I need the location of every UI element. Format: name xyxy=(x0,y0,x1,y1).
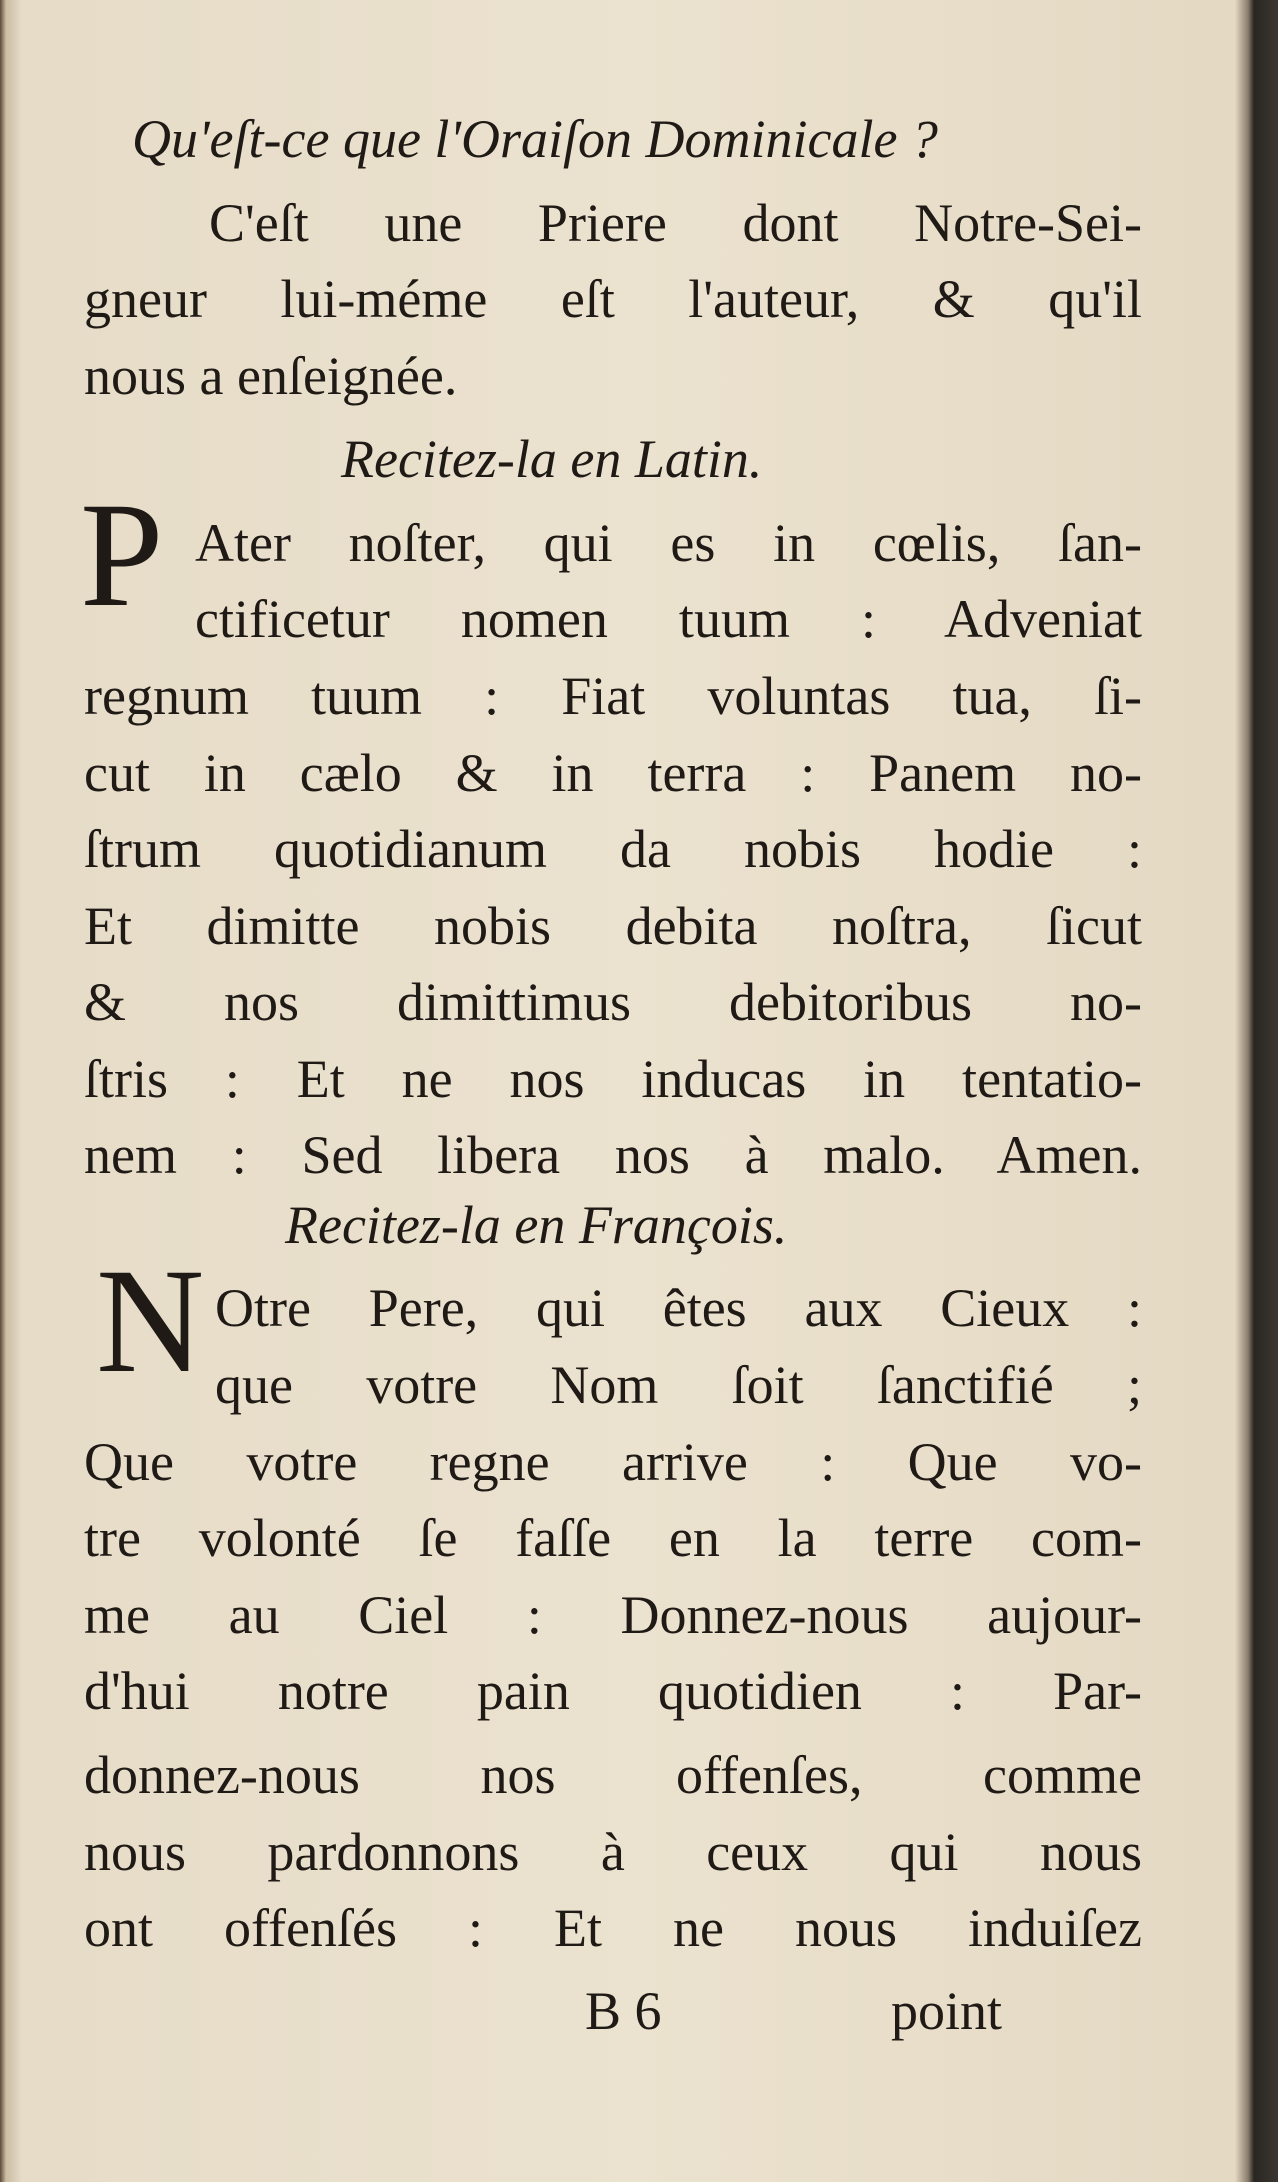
latin-heading: Recitez-la en Latin. xyxy=(341,429,763,489)
latin-line: ſtris : Et ne nos inducas in tentatio- xyxy=(84,1049,1142,1109)
french-line: Otre Pere, qui êtes aux Cieux : xyxy=(215,1278,1142,1338)
latin-line: cut in cælo & in terra : Panem no- xyxy=(84,743,1142,803)
answer-line: nous a enſeignée. xyxy=(84,346,458,406)
latin-line: regnum tuum : Fiat voluntas tua, ſi- xyxy=(84,666,1142,726)
latin-line: nem : Sed libera nos à malo. Amen. xyxy=(84,1125,1142,1185)
latin-line: Ater noſter, qui es in cœlis, ſan- xyxy=(195,513,1142,573)
french-heading: Recitez-la en François. xyxy=(285,1195,788,1255)
french-line: d'hui notre pain quotidien : Par- xyxy=(84,1661,1142,1721)
catchword: point xyxy=(891,1981,1003,2041)
latin-line: & nos dimittimus debitoribus no- xyxy=(84,972,1142,1032)
latin-line: ſtrum quotidianum da nobis hodie : xyxy=(84,819,1142,879)
question-heading: Qu'eſt-ce que l'Oraiſon Dominicale ? xyxy=(132,109,938,169)
french-line: nous pardonnons à ceux qui nous xyxy=(84,1822,1142,1882)
french-line: que votre Nom ſoit ſanctifié ; xyxy=(215,1355,1142,1415)
french-line: Que votre regne arrive : Que vo- xyxy=(84,1432,1142,1492)
latin-line: Et dimitte nobis debita noſtra, ſicut xyxy=(84,896,1142,956)
signature-mark: B 6 xyxy=(585,1981,662,2041)
drop-cap-n: N xyxy=(96,1238,205,1404)
french-line: ont offenſés : Et ne nous induiſez xyxy=(84,1898,1142,1958)
french-line: tre volonté ſe faſſe en la terre com- xyxy=(84,1508,1142,1568)
answer-line: gneur lui-méme eſt l'auteur, & qu'il xyxy=(84,269,1142,329)
french-line: me au Ciel : Donnez-nous aujour- xyxy=(84,1585,1142,1645)
drop-cap-p: P xyxy=(80,472,164,638)
answer-line: C'eſt une Priere dont Notre-Sei- xyxy=(209,193,1142,253)
french-line: donnez-nous nos offenſes, comme xyxy=(84,1745,1142,1805)
latin-line: ctificetur nomen tuum : Adveniat xyxy=(195,589,1142,649)
